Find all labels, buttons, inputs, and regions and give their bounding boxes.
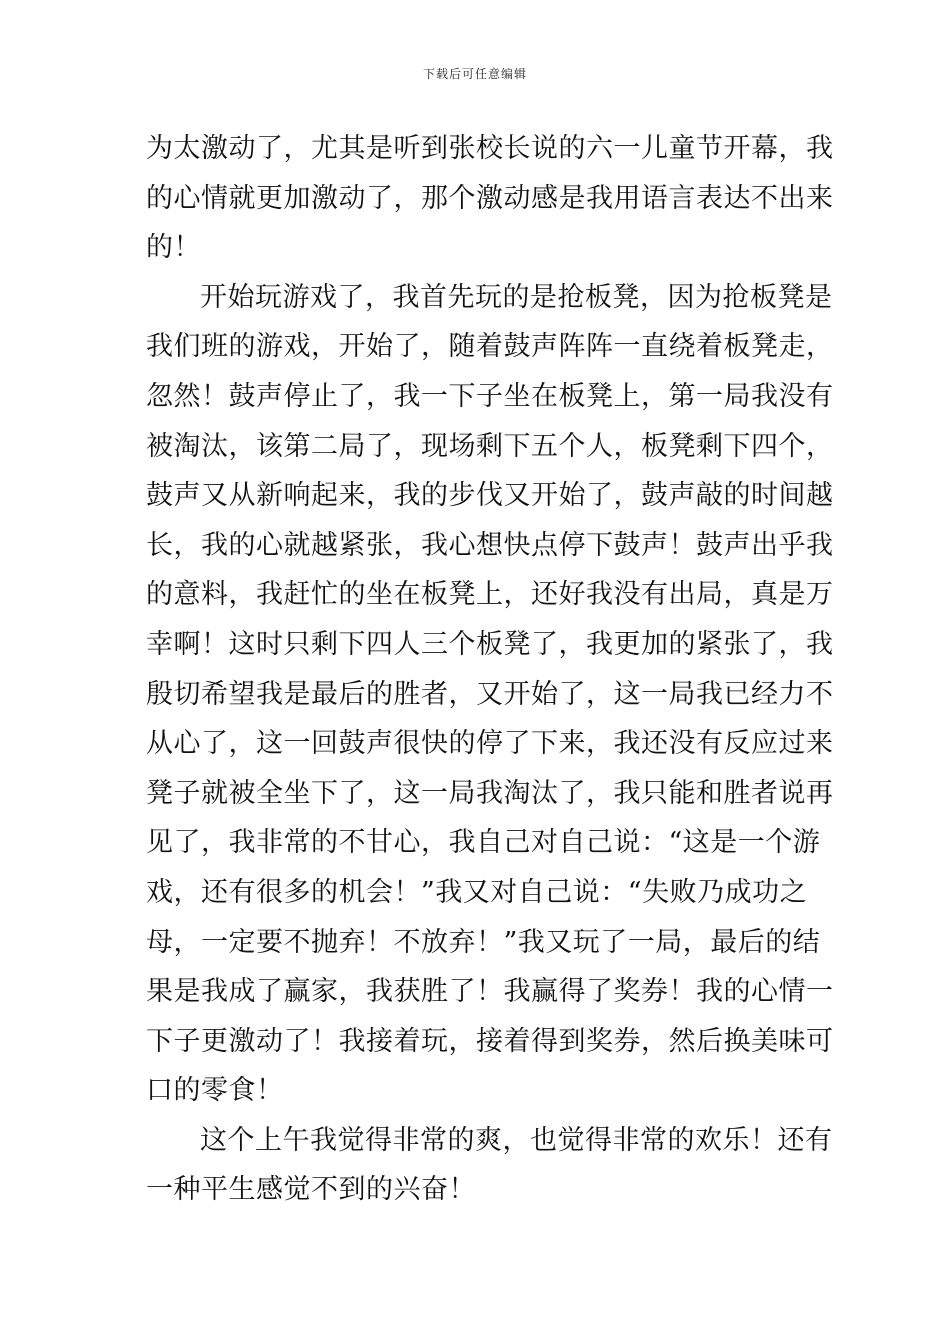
- text-line: 幸啊！这时只剩下四人三个板凳了，我更加的紧张了，我: [146, 628, 834, 660]
- text-line: 下子更激动了！我接着玩，接着得到奖券，然后换美味可: [146, 1025, 834, 1057]
- text-line: 忽然！鼓声停止了，我一下子坐在板凳上，第一局我没有: [146, 380, 834, 412]
- text-line: 长，我的心就越紧张，我心想快点停下鼓声！鼓声出乎我: [146, 529, 834, 561]
- text-line: 鼓声又从新响起来，我的步伐又开始了，鼓声敲的时间越: [146, 480, 834, 512]
- text-line: 从心了，这一回鼓声很快的停了下来，我还没有反应过来: [146, 728, 834, 760]
- paragraph-3: [146, 1116, 833, 1215]
- text-line: 母，一定要不抛弃！不放弃！”我又玩了一局，最后的结: [146, 926, 821, 958]
- paragraph-1: [146, 124, 834, 273]
- text-line: 口的零食！: [146, 1075, 284, 1107]
- text-line: 凳子就被全坐下了，这一局我淘汰了，我只能和胜者说再: [146, 777, 834, 809]
- paragraph-2: [146, 273, 834, 1116]
- page-header: 下载后可任意编辑: [422, 67, 527, 81]
- text-line: 一种平生感觉不到的兴奋！: [146, 1174, 476, 1206]
- text-line: 的意料，我赶忙的坐在板凳上，还好我没有出局，真是万: [146, 579, 834, 611]
- text-line: 被淘汰，该第二局了，现场剩下五个人，板凳剩下四个，: [146, 430, 834, 462]
- text-line: 戏，还有很多的机会！”我又对自己说：“失败乃成功之: [146, 876, 808, 908]
- text-line: 为太激动了，尤其是听到张校长说的六一儿童节开幕，我: [146, 133, 834, 164]
- text-line: 我们班的游戏，开始了，随着鼓声阵阵一直绕着板凳走，: [146, 331, 834, 363]
- text-line: 的心情就更加激动了，那个激动感是我用语言表达不出来: [146, 182, 834, 214]
- text-line: 这个上午我觉得非常的爽，也觉得非常的欢乐！还有: [200, 1124, 833, 1156]
- text-line: 开始玩游戏了，我首先玩的是抢板凳，因为抢板凳是: [200, 281, 833, 313]
- body-text: [146, 124, 834, 1215]
- text-line: 的！: [146, 232, 201, 264]
- text-line: 殷切希望我是最后的胜者，又开始了，这一局我已经力不: [146, 678, 834, 710]
- text-line: 见了，我非常的不甘心，我自己对自己说：“这是一个游: [146, 827, 821, 859]
- text-line: 果是我成了赢家，我获胜了！我赢得了奖券！我的心情一: [146, 976, 834, 1008]
